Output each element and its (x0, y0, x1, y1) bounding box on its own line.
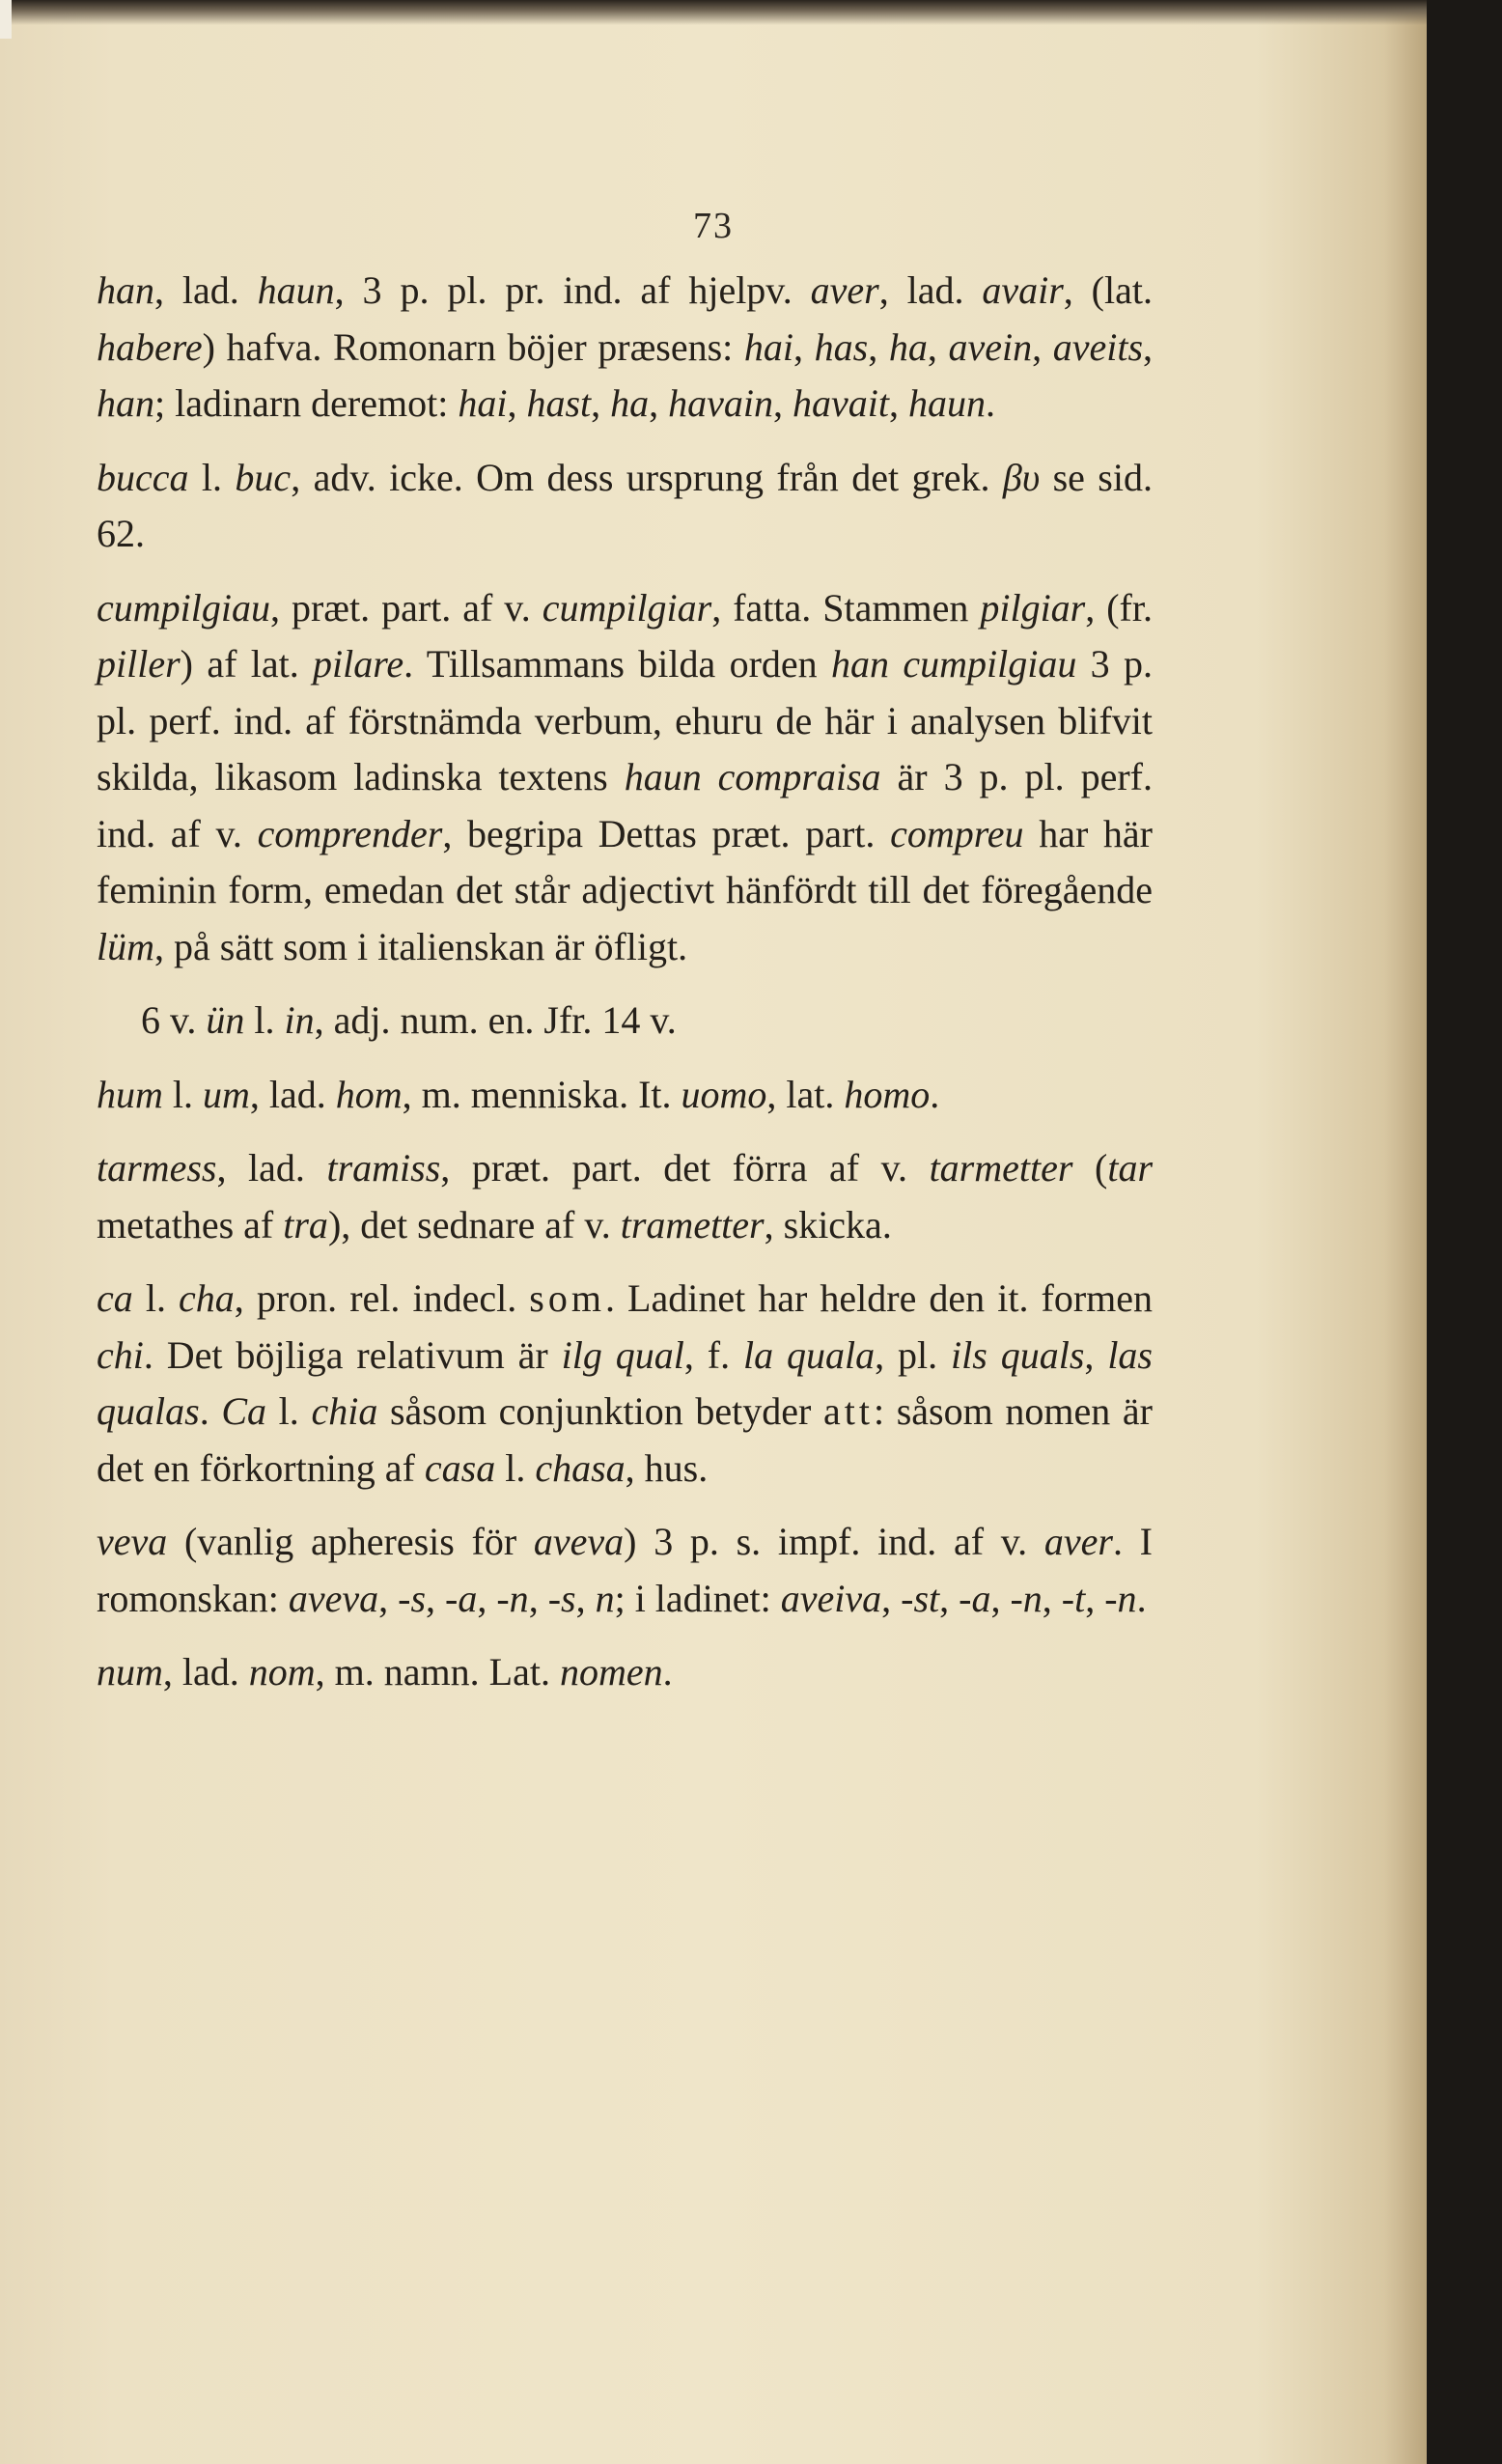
italic-term: haun (908, 381, 987, 425)
italic-term: -n (1010, 1576, 1043, 1620)
italic-term: cha (179, 1276, 235, 1320)
entry-text: . (930, 1072, 940, 1116)
entry-text: (vanlig apheresis för (167, 1520, 534, 1563)
italic-term: tar (1107, 1146, 1154, 1190)
entry-text: , adv. icke. Om dess ursprung från det grek. (291, 455, 1003, 499)
italic-term: ha (888, 324, 928, 369)
italic-term: -st (901, 1576, 940, 1620)
entry-text: , (649, 381, 669, 425)
italic-term: compreu (890, 811, 1024, 855)
italic-term: lüm (97, 924, 154, 968)
entry-text: , lat. (766, 1072, 845, 1116)
entry-text: , på sätt som i italienskan är öfligt. (154, 924, 688, 968)
entry-text: , præt. part. af v. (269, 585, 542, 630)
entry-text: l. (495, 1445, 536, 1490)
entry-text: , (fr. (1085, 585, 1153, 630)
entry-text: , (1085, 1576, 1105, 1620)
italic-term: veva (97, 1520, 168, 1563)
italic-term: -n (496, 1576, 529, 1620)
italic-term: ils quals (951, 1332, 1085, 1377)
italic-term: hai (458, 381, 508, 425)
italic-term: -a (445, 1576, 478, 1620)
italic-term: ha (610, 381, 650, 425)
entry-text: , lad. (216, 1146, 327, 1190)
entry-text: . Det böjliga relativum är (143, 1332, 562, 1377)
italic-term: um (203, 1072, 250, 1116)
entry-text: l. (162, 1072, 204, 1116)
entry-text: l. (188, 455, 236, 499)
entry-text: ; ladinarn deremot: (154, 381, 459, 425)
entry-text: , (939, 1576, 960, 1620)
entry-text: l. (132, 1276, 180, 1320)
italic-term: hum (97, 1072, 163, 1116)
entry-text: , pron. rel. indecl. (234, 1276, 530, 1320)
page-corner-notch (0, 0, 12, 39)
entry-text: , lad. (249, 1072, 336, 1116)
entry-text: är 3 p. pl. perf. ind. af v. (97, 755, 1153, 855)
italic-term: βυ (1002, 455, 1041, 499)
italic-term: hom (335, 1072, 403, 1116)
italic-term: -n (1104, 1576, 1137, 1620)
entry-text: , (477, 1576, 497, 1620)
entry-text: , lad. (878, 268, 983, 312)
entry-text: ( (1072, 1146, 1108, 1190)
entry-text: , fatta. Stammen (711, 585, 981, 630)
italic-term: Ca (221, 1389, 267, 1433)
entry-text: , (1032, 324, 1053, 369)
italic-term: las qualas (97, 1332, 1153, 1433)
italic-term: avair (982, 268, 1064, 312)
italic-term: han cumpilgiau (831, 642, 1077, 686)
italic-term: haun compraisa (624, 755, 881, 798)
italic-term: la quala (742, 1332, 876, 1377)
italic-term: nomen (559, 1650, 663, 1694)
entry-text: , begripa Dettas præt. part. (442, 811, 891, 855)
italic-term: habere (97, 324, 203, 369)
entry-text: , m. namn. Lat. (315, 1650, 560, 1694)
entry-text: . Tillsammans bilda orden (403, 642, 832, 686)
entry-text: , adj. num. en. Jfr. 14 v. (314, 998, 677, 1042)
entry-text: . Ladinet har heldre den it. formen (604, 1276, 1154, 1320)
page-number: 73 (693, 206, 734, 246)
entry-text: l. (244, 998, 285, 1042)
entry-text: , (889, 381, 909, 425)
italic-term: -t (1061, 1576, 1086, 1620)
entry-text: såsom conjunktion betyder (377, 1389, 823, 1433)
glossary-entry (97, 450, 1153, 563)
entry-text: , hus. (625, 1445, 709, 1490)
entry-text: l. (266, 1389, 312, 1433)
italic-term: haun (257, 268, 335, 312)
italic-term: pilare (313, 642, 404, 686)
entry-text: , pl. (875, 1332, 952, 1377)
glossary-entry (97, 1067, 1153, 1124)
italic-term: piller (97, 642, 181, 686)
entry-text: , lad. (154, 268, 258, 312)
italic-term: pilgiar (980, 585, 1086, 630)
entry-text: , præt. part. det förra af v. (440, 1146, 930, 1190)
italic-term: aveva (533, 1520, 625, 1563)
page-top-shadow (0, 0, 1427, 25)
italic-term: aveva (288, 1576, 379, 1620)
glossary-entry (97, 1271, 1153, 1497)
entry-text: , m. menniska. It. (402, 1072, 681, 1116)
entry-text: . (662, 1650, 673, 1694)
entry-text: se sid. 62. (97, 455, 1153, 555)
italic-term: tra (283, 1202, 328, 1246)
italic-term: uomo (681, 1072, 767, 1116)
entry-text: , 3 p. pl. pr. ind. af hjelpv. (334, 268, 811, 312)
italic-term: homo (844, 1072, 931, 1116)
entry-text: , (591, 381, 611, 425)
glossary-entry (97, 1644, 1153, 1701)
italic-term: -s (547, 1576, 576, 1620)
italic-term: tarmetter (929, 1146, 1073, 1190)
entry-text: , (1042, 1576, 1062, 1620)
italic-term: hai (743, 324, 794, 369)
entry-text: , (426, 1576, 446, 1620)
entry-text: , (575, 1576, 596, 1620)
italic-term: buc (235, 455, 292, 499)
entry-text: , (lat. (1063, 268, 1153, 312)
italic-term: tarmess (97, 1146, 217, 1190)
italic-term: han (97, 381, 154, 425)
entry-text: , f. (683, 1332, 743, 1377)
entry-text: , skicka. (764, 1202, 892, 1246)
entry-text: . (986, 381, 996, 425)
italic-term: havain (668, 381, 774, 425)
entry-text: , (507, 381, 527, 425)
italic-term: han (97, 268, 154, 312)
glossary-entry (97, 263, 1153, 433)
glossary-entry (97, 1140, 1153, 1253)
italic-term: casa (424, 1445, 496, 1490)
entry-text: 3 p. pl. perf. ind. af förstnämda verbum, ehuru de här i analysen blifvit skilda, likasom ladinska textens (97, 642, 1154, 798)
italic-term: num (97, 1650, 163, 1694)
entry-text: , (868, 324, 889, 369)
italic-term: comprender (257, 811, 443, 855)
entry-text: metathes af (97, 1202, 284, 1246)
entry-text: , (793, 324, 815, 369)
entry-text: som (529, 1276, 605, 1320)
entry-text: . (1136, 1576, 1147, 1620)
glossary-entry (97, 1514, 1153, 1627)
entry-text: , (1084, 1332, 1108, 1377)
glossary-entry (97, 580, 1153, 976)
glossary-entry (97, 993, 1153, 1050)
italic-term: ün (206, 998, 245, 1042)
entry-text: ), det sednare af v. (327, 1202, 621, 1246)
italic-term: cumpilgiau (97, 585, 270, 630)
italic-term: avein (948, 324, 1033, 369)
entry-text: . I romonskan: (97, 1520, 1153, 1620)
entry-text: : såsom nomen är det en förkortning af (97, 1389, 1153, 1490)
entry-text: , (1143, 324, 1154, 369)
entry-text: har här feminin form, emedan det står adjectivt hänfördt till det föregående (97, 811, 1154, 911)
italic-term: cumpilgiar (542, 585, 712, 630)
entry-text: ) hafva. Romonarn böjer præsens: (202, 324, 744, 369)
italic-term: chasa (535, 1445, 626, 1490)
italic-term: tramiss (326, 1146, 441, 1190)
entry-text: , (990, 1576, 1011, 1620)
italic-term: n (595, 1576, 615, 1620)
italic-term: ca (97, 1276, 133, 1320)
entry-text: . (199, 1389, 222, 1433)
italic-term: chi (97, 1332, 144, 1377)
italic-term: aveiva (780, 1576, 882, 1620)
glossary-text (97, 263, 1153, 1701)
italic-term: ilg qual (561, 1332, 684, 1377)
entry-text: , (927, 324, 949, 369)
italic-term: havait (793, 381, 890, 425)
italic-term: bucca (97, 455, 189, 499)
entry-text: 6 v. (141, 998, 207, 1042)
italic-term: nom (248, 1650, 316, 1694)
italic-term: -a (959, 1576, 991, 1620)
entry-text: , (378, 1576, 399, 1620)
entry-text: , (773, 381, 793, 425)
italic-term: has (814, 324, 869, 369)
italic-term: hast (526, 381, 592, 425)
entry-text: , (528, 1576, 548, 1620)
italic-term: chia (311, 1389, 378, 1433)
italic-term: aver (1043, 1520, 1113, 1563)
entry-text: ) af lat. (180, 642, 314, 686)
italic-term: aver (810, 268, 879, 312)
entry-text: ) 3 p. s. impf. ind. af v. (624, 1520, 1044, 1563)
italic-term: trametter (620, 1202, 765, 1246)
italic-term: aveits (1052, 324, 1144, 369)
entry-text: , (881, 1576, 902, 1620)
italic-term: -s (398, 1576, 427, 1620)
entry-text: att (822, 1389, 874, 1433)
entry-text: ; i ladinet: (614, 1576, 781, 1620)
entry-text: , lad. (162, 1650, 249, 1694)
italic-term: in (284, 998, 315, 1042)
